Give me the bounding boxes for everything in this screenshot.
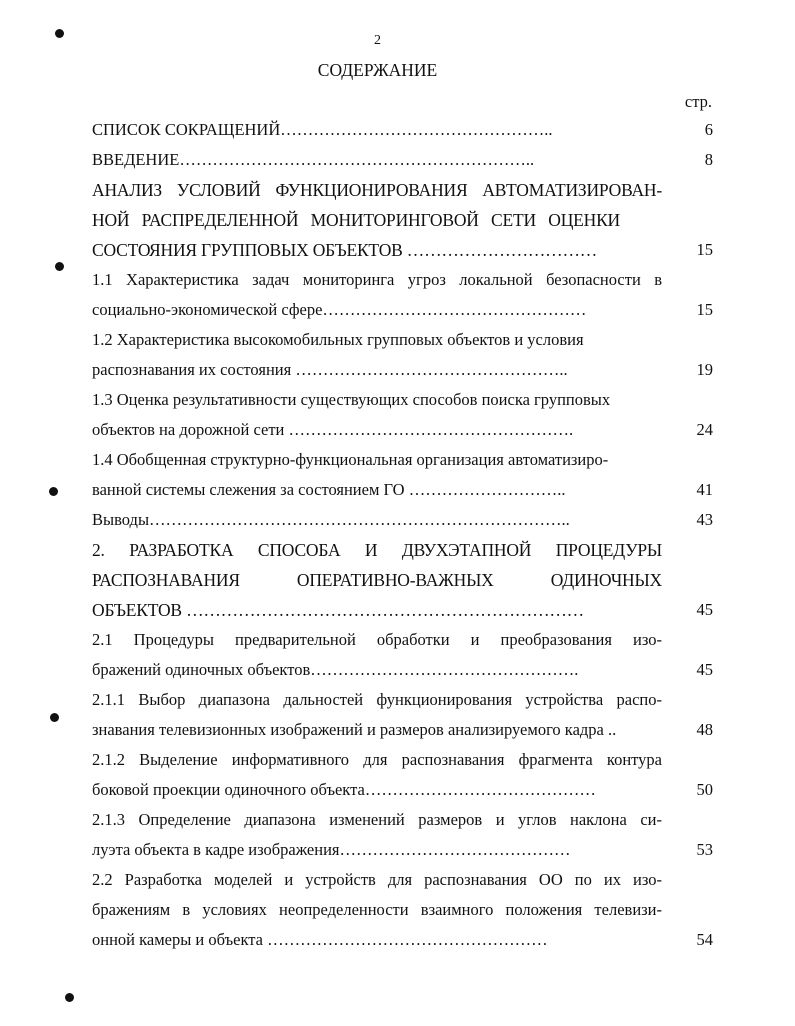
toc-line: распознавания их состояния ………………………………………….. xyxy=(92,360,568,379)
toc-line: СОСТОЯНИЯ ГРУППОВЫХ ОБЪЕКТОВ …………………………… xyxy=(92,240,598,260)
toc-line: знавания телевизионных изображений и размеров анализируемого кадра .. xyxy=(92,720,617,739)
toc-page-number: 48 xyxy=(696,720,713,739)
toc-page-number: 54 xyxy=(696,930,713,949)
binder-hole-mark xyxy=(65,993,74,1002)
toc-page-number: 45 xyxy=(696,600,713,619)
binder-hole-mark xyxy=(55,262,64,271)
toc-line: 2.1 Процедуры предварительной обработки и преобразования изо- xyxy=(92,630,662,649)
toc-line: 1.2 Характеристика высокомобильных групповых объектов и условия xyxy=(92,330,584,349)
toc-page-number: 50 xyxy=(696,780,713,799)
toc-line: бражений одиночных объектов…………………………………………. xyxy=(92,660,579,679)
toc-page-number: 41 xyxy=(696,480,713,499)
toc-line: 2. РАЗРАБОТКА СПОСОБА И ДВУХЭТАПНОЙ ПРОЦЕДУРЫ xyxy=(92,540,662,560)
toc-line: боковой проекции одиночного объекта…………………………………… xyxy=(92,780,596,799)
toc-line: Выводы………………………………………………………………….. xyxy=(92,510,570,529)
toc-line: 1.4 Обобщенная структурно-функциональная организация автоматизиро- xyxy=(92,450,609,469)
toc-line: СПИСОК СОКРАЩЕНИЙ………………………………………….. xyxy=(92,120,553,139)
page-title: СОДЕРЖАНИЕ xyxy=(317,60,438,80)
toc-line: объектов на дорожной сети ……………………………………………. xyxy=(92,420,574,439)
toc-page-number: 53 xyxy=(696,840,713,859)
toc-line: АНАЛИЗ УСЛОВИЙ ФУНКЦИОНИРОВАНИЯ АВТОМАТИЗИРОВАН- xyxy=(92,180,662,200)
page-column-label: стр. xyxy=(684,92,712,111)
toc-page-number: 24 xyxy=(696,420,713,439)
toc-page-number: 45 xyxy=(696,660,713,679)
toc-line: онной камеры и объекта …………………………………………… xyxy=(92,930,548,949)
toc-line: РАСПОЗНАВАНИЯ ОПЕРАТИВНО-ВАЖНЫХ ОДИНОЧНЫХ xyxy=(92,570,662,590)
toc-line: 2.1.2 Выделение информативного для распознавания фрагмента контура xyxy=(92,750,662,769)
toc-page-number: 15 xyxy=(696,240,713,259)
toc-line: 2.1.3 Определение диапазона изменений размеров и углов наклона си- xyxy=(92,810,662,829)
toc-line: ВВЕДЕНИЕ……………………………………………………….. xyxy=(92,150,535,169)
toc-line: 1.1 Характеристика задач мониторинга угроз локальной безопасности в xyxy=(92,270,662,289)
binder-hole-mark xyxy=(50,713,59,722)
page-number: 2 xyxy=(374,33,381,48)
binder-hole-mark xyxy=(49,487,58,496)
toc-page-number: 43 xyxy=(696,510,713,529)
toc-line: ванной системы слежения за состоянием ГО ……………………….. xyxy=(92,480,566,499)
toc-line: 2.2 Разработка моделей и устройств для распознавания ОО по их изо- xyxy=(92,870,662,889)
toc-line: социально-экономической сфере………………………………………… xyxy=(92,300,587,319)
toc-page-number: 6 xyxy=(704,120,713,139)
toc-line: ОБЪЕКТОВ …………………………………………………………… xyxy=(92,600,584,620)
toc-page-number: 8 xyxy=(704,150,713,169)
toc-line: 1.3 Оценка результативности существующих способов поиска групповых xyxy=(92,390,611,409)
toc-line: бражениям в условиях неопределенности взаимного положения телевизи- xyxy=(92,900,662,919)
toc-line: луэта объекта в кадре изображения…………………………………… xyxy=(92,840,571,859)
toc-page-number: 19 xyxy=(696,360,713,379)
toc-line: 2.1.1 Выбор диапазона дальностей функционирования устройства распо- xyxy=(92,690,662,709)
toc-page-number: 15 xyxy=(696,300,713,319)
toc-line: НОЙ РАСПРЕДЕЛЕННОЙ МОНИТОРИНГОВОЙ СЕТИ ОЦЕНКИ xyxy=(92,210,620,230)
